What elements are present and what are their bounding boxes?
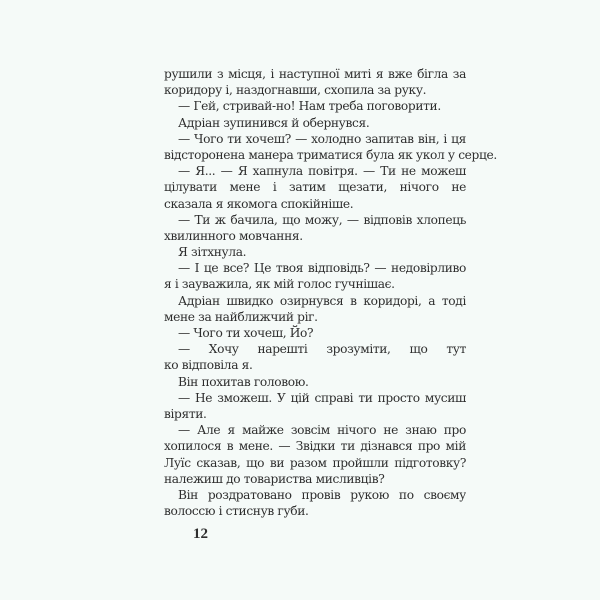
text-line: цілувати мене і затим щезати, нічого не — [164, 180, 466, 195]
text-line: волоссю і стиснув губи. — [164, 504, 309, 519]
text-line: Він похитав головою. — [178, 374, 309, 389]
text-line: — Я... — Я хапнула повітря. — Ти не можеш — [178, 164, 466, 179]
text-line: Адріан зупинився й обернувся. — [178, 115, 370, 130]
text-line: Адріан швидко озирнувся в коридорі, а тоді — [178, 293, 466, 308]
text-line: рушили з місця, і наступної миті я вже бігла за — [164, 67, 466, 81]
text-line: відсторонена манера триматися була як укол у серце. — [164, 147, 497, 162]
text-line: я і зауважила, як мій голос гучнішає. — [164, 277, 395, 292]
text-line: — Чого ти хочеш? — холодно запитав він, і ця — [178, 131, 466, 146]
text-line: Я зітхнула. — [178, 245, 247, 260]
text-line: — Не зможеш. У цій справі ти просто мусиш — [178, 390, 466, 405]
text-line: Луїс сказав, що ви разом пройшли підготовку? — [164, 455, 466, 470]
text-line: віряти. — [164, 406, 207, 421]
page-number: 12 — [193, 526, 208, 542]
page-body-text — [164, 66, 497, 519]
text-line: належиш до товариства мисливців? — [164, 471, 385, 486]
text-line: коридору і, наздогнавши, схопила за руку. — [164, 83, 427, 98]
text-line: мене за найближчий ріг. — [164, 309, 318, 324]
text-line: — Хочу нарешті зрозуміти, що тут — [178, 342, 466, 357]
text-line: хвилинного мовчання. — [164, 228, 303, 243]
text-line: ко відповіла я. — [164, 358, 253, 373]
text-line: Він роздратовано провів рукою по своєму — [178, 487, 466, 502]
text-line: — Але я майже зовсім нічого не знаю про — [178, 423, 466, 438]
text-line: — Гей, стривай-но! Нам треба поговорити. — [178, 99, 441, 114]
text-line: — Ти ж бачила, що можу, — відповів хлопець — [178, 212, 466, 227]
text-line: хопилося в мене. — Звідки ти дізнався про мій — [164, 439, 466, 454]
text-line: — І це все? Це твоя відповідь? — недовірливо — [178, 261, 466, 276]
text-line: сказала я якомога спокійніше. — [164, 196, 354, 211]
text-line: — Чого ти хочеш, Йо? — [178, 326, 314, 340]
